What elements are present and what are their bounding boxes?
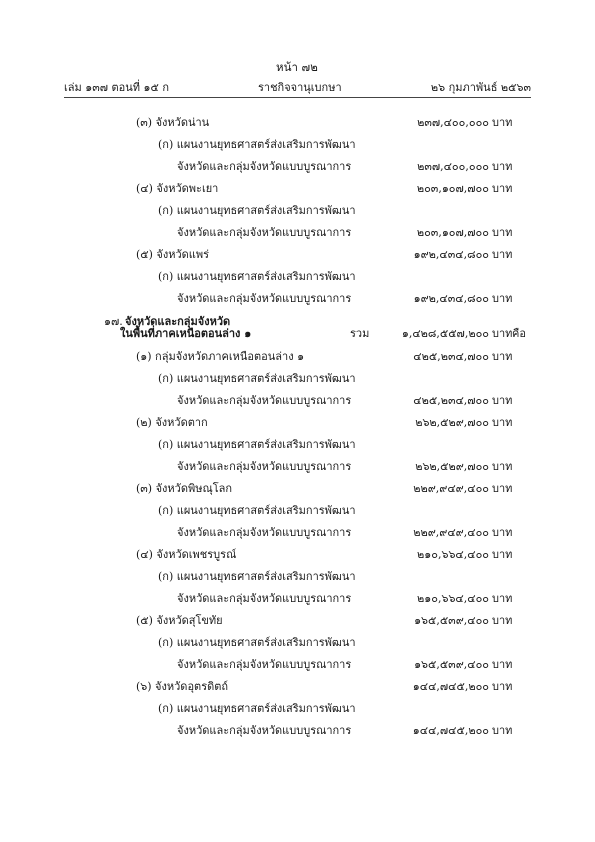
- row-label: (๕) จังหวัดสุโขทัย: [136, 614, 223, 627]
- volume-issue: เล่ม ๑๓๗ ตอนที่ ๑๕ ก: [64, 81, 169, 94]
- section-number: ๑๗.: [104, 315, 123, 328]
- row-label: (๑) กลุ่มจังหวัดภาคเหนือตอนล่าง ๑: [136, 350, 305, 363]
- row-amount: ๒๖๒,๕๒๙,๗๐๐: [415, 416, 489, 429]
- row-label: (๕) จังหวัดแพร่: [136, 248, 210, 261]
- row-label: (ก) แผนงานยุทธศาสตร์ส่งเสริมการพัฒนา: [158, 702, 356, 715]
- row-amount: ๑,๔๒๘,๕๕๗,๒๐๐: [401, 327, 489, 340]
- row-label: (ก) แผนงานยุทธศาสตร์ส่งเสริมการพัฒนา: [158, 204, 356, 217]
- row-amount: ๔๒๕,๒๓๔,๗๐๐: [413, 394, 489, 407]
- row-label: จังหวัดและกลุ่มจังหวัดแบบบูรณาการ: [177, 724, 352, 737]
- currency-unit: บาท: [492, 482, 513, 495]
- row-label: (๓) จังหวัดพิษณุโลก: [136, 482, 233, 495]
- currency-unit: บาท: [492, 614, 513, 627]
- trailing-word: คือ: [512, 327, 526, 340]
- gazette-title: ราชกิจจานุเบกษา: [258, 81, 342, 94]
- row-label: (ก) แผนงานยุทธศาสตร์ส่งเสริมการพัฒนา: [158, 438, 356, 451]
- currency-unit: บาท: [492, 327, 513, 340]
- currency-unit: บาท: [492, 182, 513, 195]
- row-label: จังหวัดและกลุ่มจังหวัดแบบบูรณาการ: [177, 292, 352, 305]
- currency-unit: บาท: [492, 292, 513, 305]
- currency-unit: บาท: [492, 526, 513, 539]
- row-amount: ๒๐๓,๑๐๗,๗๐๐: [416, 226, 489, 239]
- row-label: จังหวัดและกลุ่มจังหวัดแบบบูรณาการ: [177, 160, 352, 173]
- row-label: (๖) จังหวัดอุตรดิตถ์: [136, 680, 229, 693]
- row-amount: ๒๓๗,๔๐๐,๐๐๐: [417, 160, 489, 173]
- currency-unit: บาท: [492, 592, 513, 605]
- currency-unit: บาท: [492, 680, 513, 693]
- row-amount: ๑๙๒,๔๓๔,๘๐๐: [413, 292, 489, 305]
- currency-unit: บาท: [492, 350, 513, 363]
- row-label: จังหวัดและกลุ่มจังหวัดแบบบูรณาการ: [177, 460, 352, 473]
- row-amount: ๔๒๕,๒๓๔,๗๐๐: [413, 350, 489, 363]
- row-label: จังหวัดและกลุ่มจังหวัด: [125, 315, 231, 328]
- row-label: จังหวัดและกลุ่มจังหวัดแบบบูรณาการ: [177, 658, 352, 671]
- row-label: (ก) แผนงานยุทธศาสตร์ส่งเสริมการพัฒนา: [158, 372, 356, 385]
- row-amount: ๒๒๙,๙๔๙,๔๐๐: [413, 482, 489, 495]
- row-label: จังหวัดและกลุ่มจังหวัดแบบบูรณาการ: [177, 592, 352, 605]
- currency-unit: บาท: [492, 248, 513, 261]
- row-amount: ๑๙๒,๔๓๔,๘๐๐: [413, 248, 489, 261]
- row-amount: ๒๑๐,๖๖๔,๔๐๐: [417, 548, 489, 561]
- row-amount: ๑๔๔,๗๔๕,๒๐๐: [412, 724, 489, 737]
- currency-unit: บาท: [492, 394, 513, 407]
- header-rule: [64, 97, 531, 98]
- currency-unit: บาท: [492, 548, 513, 561]
- row-amount: ๒๓๗,๔๐๐,๐๐๐: [417, 116, 489, 129]
- row-label: (ก) แผนงานยุทธศาสตร์ส่งเสริมการพัฒนา: [158, 636, 356, 649]
- row-label: (ก) แผนงานยุทธศาสตร์ส่งเสริมการพัฒนา: [158, 504, 356, 517]
- row-label: จังหวัดและกลุ่มจังหวัดแบบบูรณาการ: [177, 394, 352, 407]
- currency-unit: บาท: [492, 658, 513, 671]
- row-label: จังหวัดและกลุ่มจังหวัดแบบบูรณาการ: [177, 526, 352, 539]
- row-label: ในพื้นที่ภาคเหนือตอนล่าง ๑: [120, 327, 252, 340]
- total-word: รวม: [350, 327, 370, 340]
- row-label: (ก) แผนงานยุทธศาสตร์ส่งเสริมการพัฒนา: [158, 570, 356, 583]
- row-label: (ก) แผนงานยุทธศาสตร์ส่งเสริมการพัฒนา: [158, 138, 356, 151]
- row-label: (๒) จังหวัดตาก: [136, 416, 208, 429]
- row-amount: ๒๖๒,๕๒๙,๗๐๐: [415, 460, 489, 473]
- currency-unit: บาท: [492, 226, 513, 239]
- row-label: (ก) แผนงานยุทธศาสตร์ส่งเสริมการพัฒนา: [158, 270, 356, 283]
- currency-unit: บาท: [492, 416, 513, 429]
- row-label: (๓) จังหวัดน่าน: [136, 116, 210, 129]
- row-amount: ๑๖๕,๕๓๙,๔๐๐: [414, 614, 489, 627]
- row-label: จังหวัดและกลุ่มจังหวัดแบบบูรณาการ: [177, 226, 352, 239]
- currency-unit: บาท: [492, 116, 513, 129]
- issue-date: ๒๖ กุมภาพันธ์ ๒๕๖๓: [430, 81, 531, 94]
- page-number: หน้า ๗๒: [276, 60, 318, 74]
- row-amount: ๒๐๓,๑๐๗,๗๐๐: [416, 182, 489, 195]
- row-amount: ๒๒๙,๙๔๙,๔๐๐: [413, 526, 489, 539]
- currency-unit: บาท: [492, 160, 513, 173]
- row-label: (๔) จังหวัดเพชรบูรณ์: [136, 548, 237, 561]
- row-amount: ๑๖๕,๕๓๙,๔๐๐: [414, 658, 489, 671]
- row-amount: ๒๑๐,๖๖๔,๔๐๐: [417, 592, 489, 605]
- row-label: (๔) จังหวัดพะเยา: [136, 182, 219, 195]
- row-amount: ๑๔๔,๗๔๕,๒๐๐: [412, 680, 489, 693]
- currency-unit: บาท: [492, 460, 513, 473]
- currency-unit: บาท: [492, 724, 513, 737]
